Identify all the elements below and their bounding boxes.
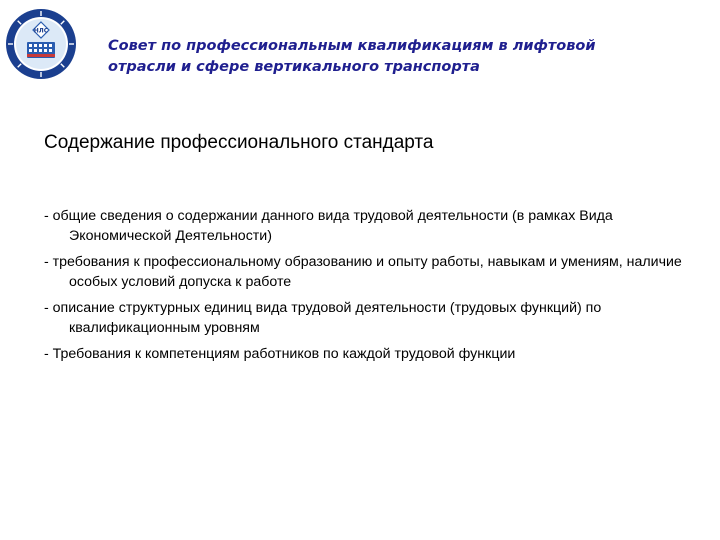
logo-inner-text: НЛС	[33, 27, 49, 35]
council-title-line-2: отрасли и сфере вертикального транспорта	[108, 59, 480, 75]
standard-contents-list	[44, 206, 684, 370]
list-item: - общие сведения о содержании данного вида трудовой деятельности (в рамках Вида Экономической Деятельности)	[44, 208, 613, 244]
list-item: - требования к профессиональному образованию и опыту работы, навыкам и умениям, наличие особых условий допуска к работе	[44, 254, 682, 290]
list-item: - описание структурных единиц вида трудовой деятельности (трудовых функций) по квалификационным уровням	[44, 300, 602, 336]
list-item: - Требования к компетенциям работников по каждой трудовой функции	[44, 346, 516, 362]
council-title-line-1: Совет по профессиональным квалификациям в лифтовой	[108, 38, 596, 54]
council-title	[108, 36, 628, 78]
seal-icon	[5, 8, 77, 80]
organization-logo	[5, 8, 77, 80]
slide-title: Содержание профессионального стандарта	[44, 132, 434, 153]
